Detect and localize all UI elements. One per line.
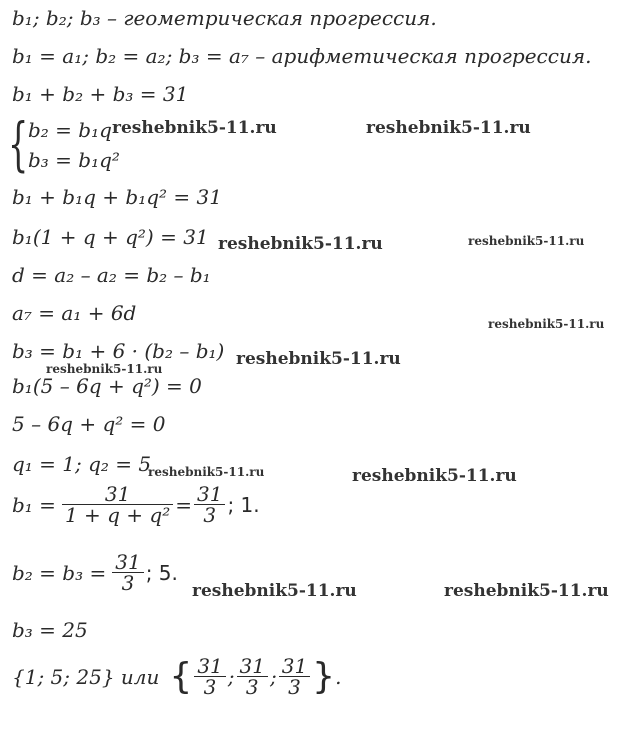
ans-frac-3-den: 3	[279, 676, 310, 697]
watermark: reshebnik5-11.ru	[112, 118, 277, 138]
sep: ;	[227, 664, 235, 689]
frac-den-2: 3	[194, 504, 225, 525]
line-12: q₁ = 1; q₂ = 5	[12, 452, 152, 476]
watermark: reshebnik5-11.ru	[488, 317, 605, 331]
line-11: 5 – 6q + q² = 0	[12, 412, 166, 436]
line-14	[12, 552, 178, 593]
system-brace: {	[8, 110, 29, 178]
b2-lhs: b₂ = b₃ =	[12, 560, 107, 585]
b1-lhs: b₁ =	[12, 492, 56, 517]
frac-num-2: 31	[197, 482, 223, 506]
sep: ;	[269, 664, 277, 689]
watermark: reshebnik5-11.ru	[468, 234, 585, 248]
eq-sign: =	[175, 492, 192, 517]
ans-frac-3-num: 31	[281, 654, 308, 678]
frac-num: 31	[104, 482, 131, 506]
watermark: reshebnik5-11.ru	[352, 466, 517, 486]
watermark: reshebnik5-11.ru	[192, 581, 357, 601]
frac-den: 1 + q + q²	[62, 504, 173, 525]
line-13-tail: ; 1.	[227, 492, 260, 517]
watermark: reshebnik5-11.ru	[46, 362, 163, 376]
line-10: b₁(5 – 6q + q²) = 0	[12, 374, 202, 398]
frac-den-3: 3	[112, 572, 143, 593]
line-14-tail: ; 5.	[145, 560, 178, 585]
watermark: reshebnik5-11.ru	[148, 465, 265, 479]
ans-frac-2-num: 31	[239, 654, 265, 678]
line-15: b₃ = 25	[12, 618, 88, 642]
watermark: reshebnik5-11.ru	[218, 234, 383, 254]
line-9: b₃ = b₁ + 6 · (b₂ – b₁)	[12, 339, 225, 363]
ans-frac-1-den: 3	[194, 676, 225, 697]
line-1: b₁; b₂; b₃ – геометрическая прогрессия.	[12, 6, 437, 30]
brace-open: {	[169, 655, 193, 697]
system-eq-2: b₃ = b₁q²	[28, 148, 120, 172]
brace-close: }	[312, 655, 336, 697]
answer-set-1: {1; 5; 25} или	[12, 664, 160, 689]
line-5: b₁ + b₁q + b₁q² = 31	[12, 185, 222, 209]
line-6: b₁(1 + q + q²) = 31	[12, 225, 209, 249]
line-8: a₇ = a₁ + 6d	[12, 301, 137, 325]
period: .	[335, 664, 342, 689]
watermark: reshebnik5-11.ru	[236, 349, 401, 369]
frac-num-3: 31	[115, 550, 141, 574]
system-eq-1: b₂ = b₁q	[28, 118, 112, 142]
watermark: reshebnik5-11.ru	[444, 581, 609, 601]
line-3: b₁ + b₂ + b₃ = 31	[12, 82, 189, 106]
line-16	[12, 656, 341, 697]
line-13	[12, 484, 260, 525]
line-7: d = a₂ – a₂ = b₂ – b₁	[12, 263, 211, 287]
line-2: b₁ = a₁; b₂ = a₂; b₃ = a₇ – арифметическая прогрессия.	[12, 44, 592, 68]
watermark: reshebnik5-11.ru	[366, 118, 531, 138]
ans-frac-1-num: 31	[197, 654, 223, 678]
ans-frac-2-den: 3	[237, 676, 268, 697]
